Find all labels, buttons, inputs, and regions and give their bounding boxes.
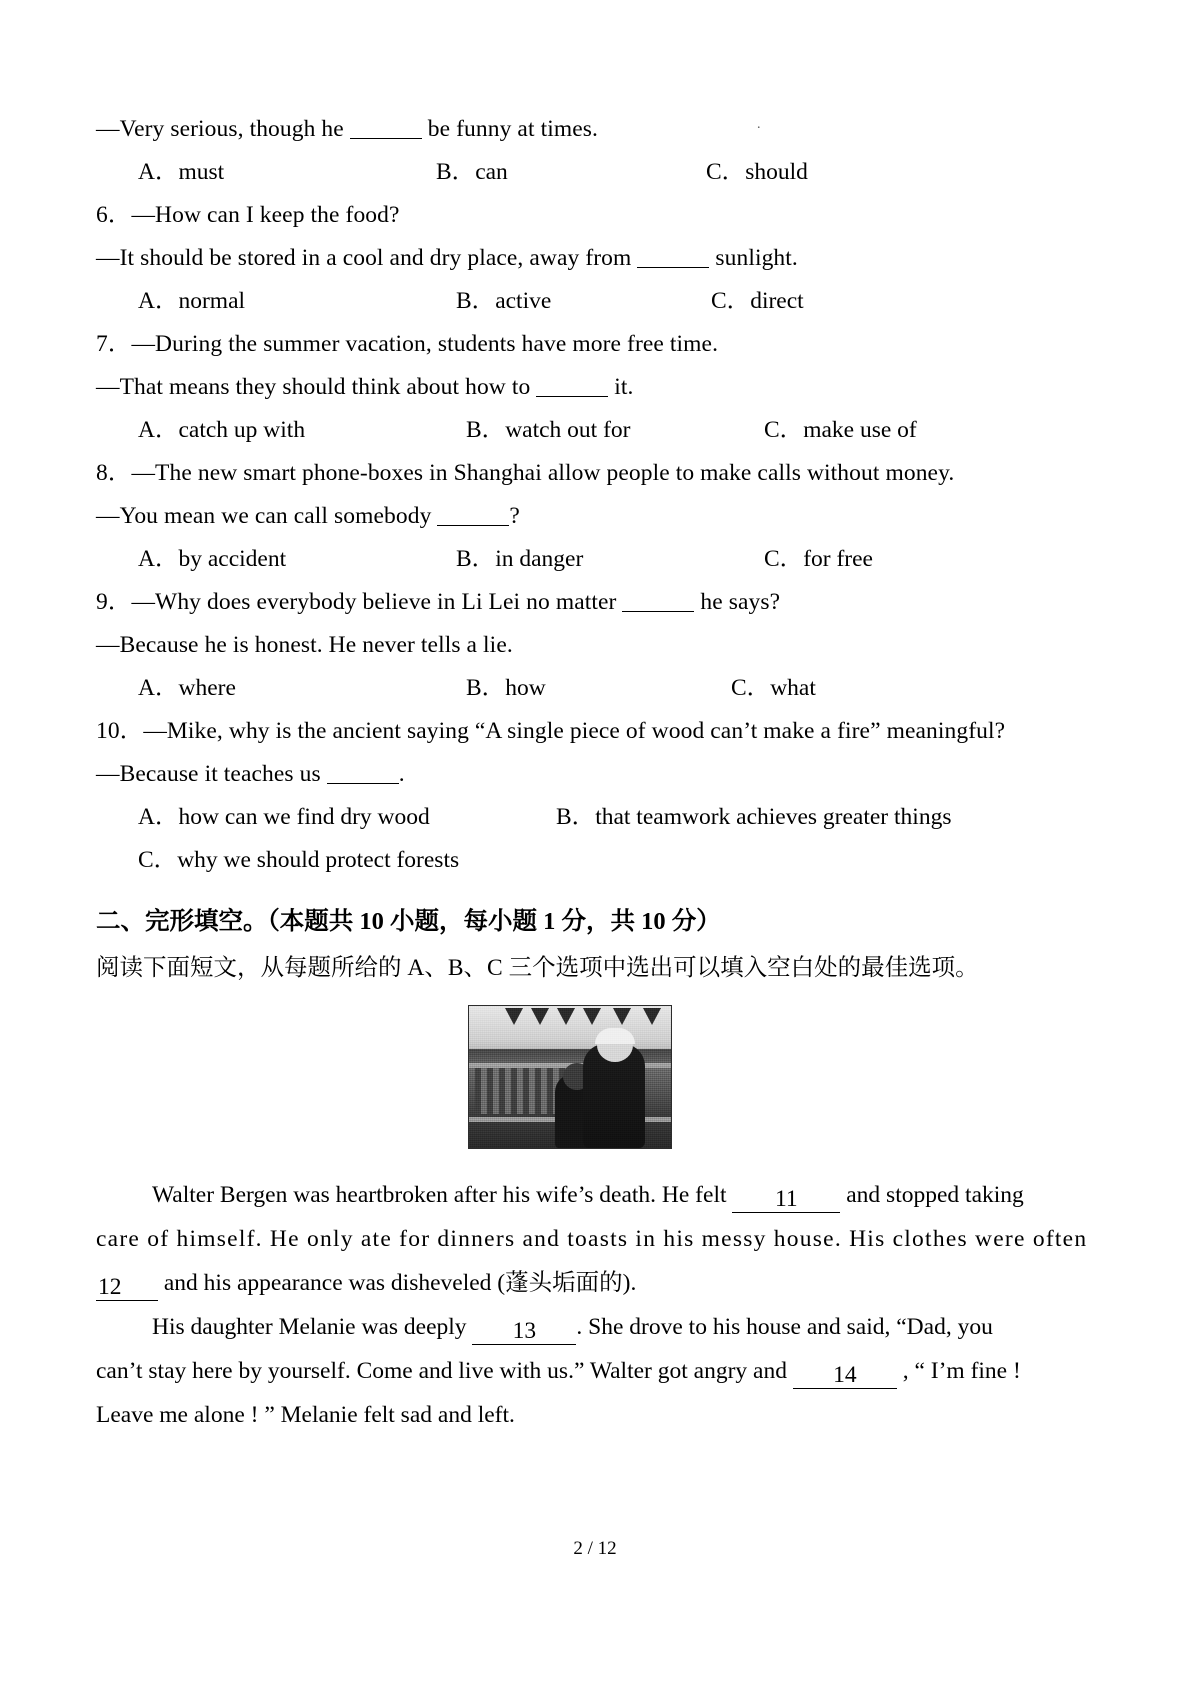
question-5-options: [96, 151, 1044, 194]
passage-p2-line3: Leave me alone ! ” Melanie felt sad and left.: [96, 1402, 515, 1428]
passage-p1-line2: care of himself. He only ate for dinners and toasts in his messy house. His clothes were often: [96, 1226, 1088, 1252]
option-text: why we should protect forests: [177, 847, 460, 873]
question-7-option-a[interactable]: [138, 409, 305, 452]
question-5-answer-head: —Very serious, though he: [96, 116, 344, 142]
question-10-ask-line: [96, 710, 1044, 753]
option-text: normal: [178, 288, 246, 314]
section-two-heading: 二、完形填空。（本题共 10 小题，每小题 1 分，共 10 分）: [96, 908, 721, 935]
question-7-blank: [536, 379, 608, 397]
passage-text: Walter Bergen was heartbroken after his wife’s death. He felt: [152, 1182, 727, 1208]
passage-p1-line1: [96, 1173, 1044, 1217]
option-label: B．: [456, 546, 496, 572]
option-label: B．: [466, 417, 506, 443]
option-text: watch out for: [505, 417, 631, 443]
passage-p2-line1: [96, 1305, 1044, 1349]
cloze-blank-14: 14: [793, 1364, 897, 1389]
question-9-blank: [622, 594, 694, 612]
question-6-option-c[interactable]: [711, 280, 804, 323]
question-8-option-b[interactable]: [456, 538, 583, 581]
question-8-option-c[interactable]: [764, 538, 873, 581]
option-text: direct: [750, 288, 804, 314]
option-text: where: [178, 675, 236, 701]
question-9-ask-line: [96, 581, 1044, 624]
question-9-option-b[interactable]: [466, 667, 546, 710]
question-7-answer-line: [96, 366, 1044, 409]
question-7-answer-tail: it.: [614, 374, 634, 400]
question-8-option-a[interactable]: [138, 538, 286, 581]
question-10-options-row-2: [96, 839, 1044, 882]
option-text: active: [495, 288, 552, 314]
option-label: B．: [436, 159, 476, 185]
question-10-options-row-1: [96, 796, 1044, 839]
question-10-ask: —Mike, why is the ancient saying “A single piece of wood can’t make a fire” meaningful?: [143, 718, 1006, 744]
stray-dot-mark: .: [757, 117, 761, 132]
question-5-blank: [350, 121, 422, 139]
question-6-number: 6．: [96, 202, 132, 228]
question-7-option-c[interactable]: [764, 409, 917, 452]
question-10-option-b[interactable]: [556, 796, 951, 839]
option-label: C．: [138, 847, 178, 873]
passage-p1-line3: [96, 1261, 1044, 1305]
passage-photo: [468, 1005, 672, 1149]
question-10-option-a[interactable]: [138, 796, 430, 839]
passage-figure-wrapper: [96, 1005, 1044, 1149]
cloze-blank-13: 13: [472, 1320, 576, 1345]
option-text: for free: [803, 546, 873, 572]
question-8-ask: —The new smart phone-boxes in Shanghai allow people to make calls without money.: [131, 460, 955, 486]
option-label: C．: [711, 288, 751, 314]
question-9-ask-head: —Why does everybody believe in Li Lei no matter: [131, 589, 617, 615]
question-6-blank: [637, 250, 709, 268]
option-label: A．: [138, 417, 179, 443]
question-8-number: 8．: [96, 460, 132, 486]
page-content: [96, 108, 1088, 1437]
cloze-blank-11: 11: [732, 1188, 840, 1213]
question-9-number: 9．: [96, 589, 132, 615]
question-7-options: [96, 409, 1044, 452]
question-9-option-a[interactable]: [138, 667, 236, 710]
passage-text: . She drove to his house and said, “Dad, you: [576, 1314, 993, 1340]
passage-text: and his appearance was disheveled (蓬头垢面的).: [163, 1270, 637, 1296]
question-6-option-a[interactable]: [138, 280, 245, 323]
question-7-ask-line: [96, 323, 1044, 366]
question-6-options: [96, 280, 1044, 323]
option-label: A．: [138, 288, 179, 314]
question-10-blank: [327, 766, 399, 784]
question-6-option-b[interactable]: [456, 280, 551, 323]
question-6-ask: —How can I keep the food?: [131, 202, 400, 228]
question-5-answer-tail: be funny at times.: [427, 116, 598, 142]
photo-grain-overlay: [469, 1006, 671, 1148]
question-6-answer-head: —It should be stored in a cool and dry place, away from: [96, 245, 632, 271]
option-text: make use of: [803, 417, 917, 443]
question-5-option-b[interactable]: [436, 151, 508, 194]
option-label: A．: [138, 804, 179, 830]
option-text: can: [475, 159, 508, 185]
question-8-answer-tail: ?: [509, 503, 520, 529]
option-text: must: [178, 159, 225, 185]
question-9-answer-line: —Because he is honest. He never tells a lie.: [96, 632, 513, 658]
question-8-ask-line: [96, 452, 1044, 495]
cloze-passage: [96, 1173, 1088, 1437]
question-10-answer-line: [96, 753, 1044, 796]
option-text: by accident: [178, 546, 287, 572]
question-10-answer-tail: .: [398, 761, 405, 787]
option-label: A．: [138, 159, 179, 185]
question-7-answer-head: —That means they should think about how to: [96, 374, 531, 400]
question-10-option-c[interactable]: [138, 839, 459, 882]
section-two-instruction: 阅读下面短文，从每题所给的 A、B、C 三个选项中选出可以填入空白处的最佳选项。: [96, 955, 979, 981]
question-5-option-a[interactable]: [138, 151, 224, 194]
question-8-blank: [437, 508, 509, 526]
option-label: A．: [138, 675, 179, 701]
question-6-answer-line: [96, 237, 1044, 280]
question-5-answer-line: [96, 108, 1044, 151]
question-10-number: 10．: [96, 718, 144, 744]
passage-text: can’t stay here by yourself. Come and live with us.” Walter got angry and: [96, 1358, 787, 1384]
option-label: C．: [731, 675, 771, 701]
question-9-options: [96, 667, 1044, 710]
option-text: how: [505, 675, 546, 701]
option-label: C．: [764, 417, 804, 443]
option-label: C．: [706, 159, 746, 185]
option-label: A．: [138, 546, 179, 572]
question-9-option-c[interactable]: [731, 667, 816, 710]
option-text: how can we find dry wood: [178, 804, 430, 830]
option-text: in danger: [495, 546, 584, 572]
cloze-blank-12: 12: [96, 1276, 158, 1301]
option-text: should: [745, 159, 808, 185]
passage-text: , “ I’m fine !: [902, 1358, 1021, 1384]
question-8-answer-line: [96, 495, 1044, 538]
question-6-answer-tail: sunlight.: [715, 245, 798, 271]
passage-text: His daughter Melanie was deeply: [152, 1314, 467, 1340]
question-6-ask-line: [96, 194, 1044, 237]
option-text: catch up with: [178, 417, 306, 443]
question-7-ask: —During the summer vacation, students have more free time.: [131, 331, 719, 357]
passage-text: and stopped taking: [846, 1182, 1024, 1208]
option-label: B．: [456, 288, 496, 314]
option-text: that teamwork achieves greater things: [595, 804, 952, 830]
question-8-answer-head: —You mean we can call somebody: [96, 503, 432, 529]
question-7-option-b[interactable]: [466, 409, 630, 452]
question-5-option-c[interactable]: [706, 151, 808, 194]
option-label: B．: [556, 804, 596, 830]
question-10-answer-head: —Because it teaches us: [96, 761, 321, 787]
question-8-options: [96, 538, 1044, 581]
question-7-number: 7．: [96, 331, 132, 357]
page-footer: 2 / 12: [573, 1538, 617, 1559]
question-9-ask-tail: he says?: [700, 589, 781, 615]
option-label: B．: [466, 675, 506, 701]
passage-p2-line2: [96, 1349, 1044, 1393]
option-text: what: [770, 675, 816, 701]
option-label: C．: [764, 546, 804, 572]
